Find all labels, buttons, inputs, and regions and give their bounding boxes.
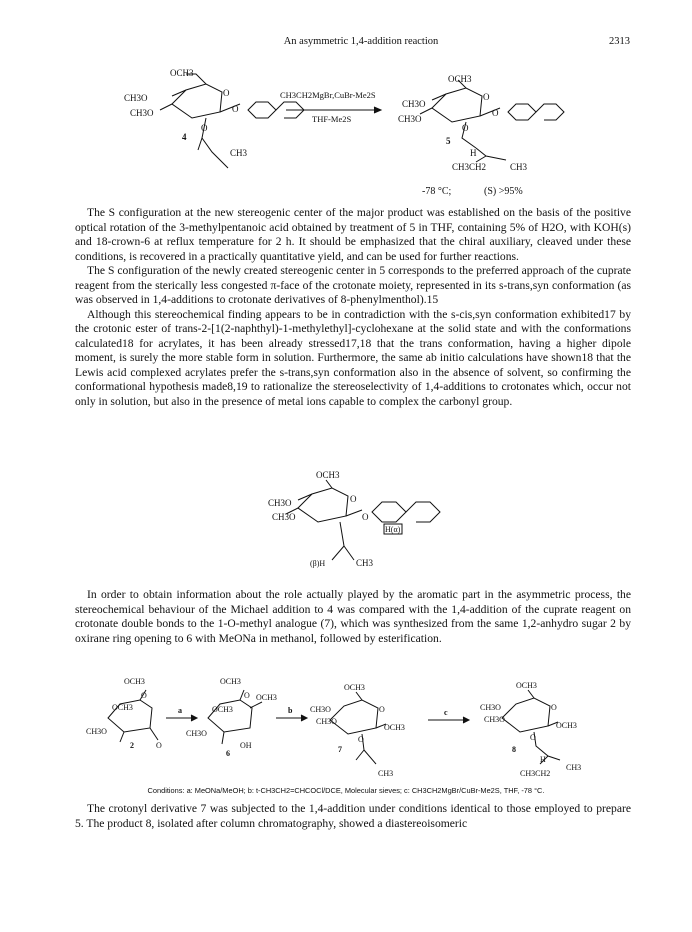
s2-och3-7: OCH3: [344, 683, 365, 692]
step-label-b: b: [288, 706, 293, 715]
result-selectivity: (S) >95%: [484, 186, 523, 197]
s2-och3-6: OCH3: [220, 677, 241, 686]
compound-number-7: 7: [338, 745, 342, 754]
s1-ch3o-5b: CH3O: [398, 114, 422, 124]
s1-o-ring-5: O: [483, 92, 490, 102]
s1-h-5: H: [470, 148, 477, 158]
s2-o-ring-8: O: [551, 703, 557, 712]
s2-ch3o-6: CH3O: [186, 729, 207, 738]
paragraph-1: The S configuration at the new stereogenic center of the major product was established on the basis of the positive optical rotation of the 3-methylpentanoic acid obtained by treatment of 5 in THF, containing 5% of H2O, with KOH(s) and 18-crown-6 at reflux temperature for 2 h. It should be emphasized that the chiral auxiliary, cleaved under these conditions, is recovered in a practically quantitative yield, and can be used for further reactions.: [75, 206, 631, 263]
s1-ch3o-4b: CH3O: [130, 108, 154, 118]
paragraph-2: The S configuration of the newly created stereogenic center in 5 corresponds to the preferred approach of the cuprate reagent from the sterically less congested π-face of the crotonate moiety, represented in its s-trans,syn conformation (as was observed in 1,4-additions to crotonate derivatives of 8-phenylmenthol).15: [75, 264, 631, 306]
s2-ch3-7: CH3: [378, 769, 394, 778]
s2-o-ring-6: O: [244, 691, 250, 700]
body-text-lower: [75, 802, 631, 831]
s2-h-8: H: [540, 755, 546, 764]
compound-number-4: 4: [182, 132, 187, 142]
conf-o-ring: O: [350, 494, 357, 504]
page-number: 2313: [609, 36, 630, 47]
s1-o-ring-4: O: [223, 88, 230, 98]
paragraph-3: Although this stereochemical finding appears to be in contradiction with the s-cis,syn conformation exhibited17 by the crotonic ester of trans-2-[1(2-naphthyl)-1-methylethyl]-cyclohexane at the solid state and with the conformations calculated18 for acrylates, it has been already stressed17,18 that the trans conformation, having a higher dipole moment, is surely the more stable form in solution. Furthermore, the same ab initio calculations have shown18 that the Lewis acid complexed acrylates prefer the s-trans,syn conformation also in the absence of solvent, so confirming the conformational hypothesis made8,19 to rationalize the stereoselectivity of 1,4-additions to crotonates which, occur not only in solution, but also in the presence of metal ions capable to complex the carbonyl group.: [75, 307, 631, 408]
s1-ch3o-5a: CH3O: [402, 99, 426, 109]
conf-beta-h: (β)H: [310, 559, 326, 568]
conf-h-alpha: H(α): [385, 525, 401, 534]
s1-o-ester-4: O: [232, 104, 239, 114]
s2-ch3o-2: CH3O: [86, 727, 107, 736]
s2-o-carbonyl-7: O: [358, 735, 364, 744]
scheme-conditions: Conditions: a: MeONa/MeOH; b: t-CH3CH2=CHCOCl/DCE, Molecular sieves; c: CH3CH2MgBr/CuBr-Me2S, THF, -78 °C.: [147, 786, 545, 795]
s2-och3-6b: OCH3: [256, 693, 277, 702]
reagent-bottom: THF-Me2S: [312, 114, 352, 124]
s1-o-ester-5: O: [492, 108, 499, 118]
s2-ch3ch2-8: CH3CH2: [520, 769, 551, 778]
s2-o-carbonyl-8: O: [530, 733, 536, 742]
s2-och3-8b: OCH3: [556, 721, 577, 730]
s2-och3-2: OCH3: [124, 677, 145, 686]
paragraph-5: The crotonyl derivative 7 was subjected to the 1,4-addition under conditions identical to those employed to prepare 5. The product 8, isolated after column chromatography, showed a diastereoisomeric: [75, 802, 631, 830]
compound-number-6: 6: [226, 749, 230, 758]
s1-ch3-5: CH3: [510, 162, 528, 172]
s1-och3-4: OCH3: [170, 68, 194, 78]
s2-o-ring-2: O: [141, 691, 147, 700]
s1-ch3-4: CH3: [230, 148, 248, 158]
s1-ch3ch2-5: CH3CH2: [452, 162, 487, 172]
compound-number-5: 5: [446, 136, 451, 146]
s2-och3-2b: OCH3: [112, 703, 133, 712]
compound-number-2: 2: [130, 741, 134, 750]
conf-ch3o-a: CH3O: [268, 498, 292, 508]
s2-o-ring-7: O: [379, 705, 385, 714]
step-label-c: c: [444, 708, 448, 717]
conf-o-ester: O: [362, 512, 369, 522]
paragraph-4: In order to obtain information about the role actually played by the aromatic part in the asymmetric process, the stereochemical behaviour of the Michael addition to 4 was compared with the 1,4-addition of the cuprate reagent on crotonate double bonds to the 1-O-methyl analogue (7), which was synthesized from the same 1,2-anhydro sugar 2 by oxirane ring opening to 6 with MeONa in methanol, followed by esterification.: [75, 588, 631, 645]
conf-ch3: CH3: [356, 558, 374, 568]
result-temperature: -78 °C;: [422, 186, 452, 197]
s1-ch3o-4a: CH3O: [124, 93, 148, 103]
s2-ch3o-8a: CH3O: [480, 703, 501, 712]
step-label-a: a: [178, 706, 182, 715]
s1-o-carbonyl-5: O: [462, 123, 469, 133]
s2-ch3o-7b: CH3O: [316, 717, 337, 726]
s1-och3-5: OCH3: [448, 74, 472, 84]
s2-ch3o-8b: CH3O: [484, 715, 505, 724]
s2-o-epoxide-2: O: [156, 741, 162, 750]
compound-number-8: 8: [512, 745, 516, 754]
reagent-top: CH3CH2MgBr,CuBr-Me2S: [280, 90, 376, 100]
s2-ch3-8: CH3: [566, 763, 582, 772]
conf-ch3o-b: CH3O: [272, 512, 296, 522]
s2-och3-8: OCH3: [516, 681, 537, 690]
s2-ch3o-7a: CH3O: [310, 705, 331, 714]
s1-o-carbonyl-4: O: [201, 123, 208, 133]
s2-och3-6c: OCH3: [212, 705, 233, 714]
s2-oh-6: OH: [240, 741, 252, 750]
conf-och3: OCH3: [316, 470, 340, 480]
running-title: An asymmetric 1,4-addition reaction: [283, 36, 439, 47]
s2-och3-7b: OCH3: [384, 723, 405, 732]
